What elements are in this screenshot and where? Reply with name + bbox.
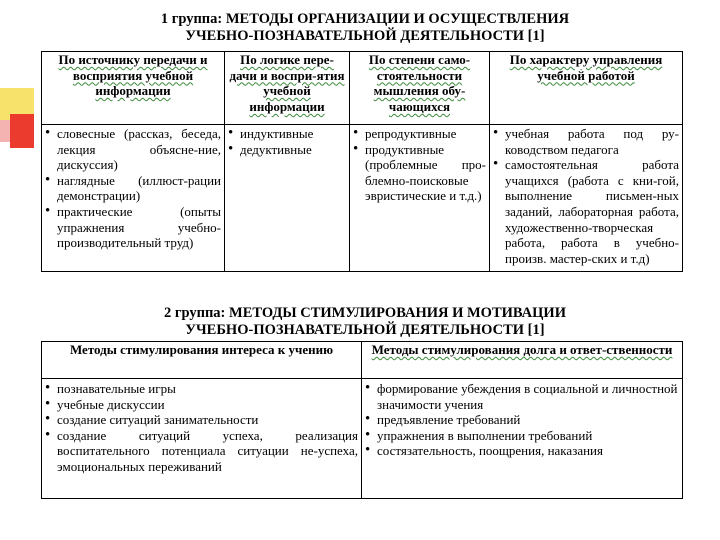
group1-title-line1: 1 группа: МЕТОДЫ ОРГАНИЗАЦИИ И ОСУЩЕСТВЛЕНИЯ	[160, 11, 570, 27]
group1-header-logic: По логике пере-дачи и воспри-ятия учебной информации	[225, 52, 350, 125]
list-item: • самостоятельная работа учащихся (работа с кни-гой, выполнение письмен-ных заданий, лабораторная работа, художественно-творческая работа, работа в учебно-произв. мастер-ских и т.д)	[493, 157, 679, 266]
group1-cell-management	[490, 125, 683, 272]
group2-body-row	[42, 379, 683, 499]
list-item: • создание ситуаций успеха, реализация воспитательного потенциала ситуации не-успеха, эмоциональных переживаний	[45, 428, 358, 475]
group1-header-row	[42, 52, 683, 125]
group1-title-line2: УЧЕБНО-ПОЗНАВАТЕЛЬНОЙ ДЕЯТЕЛЬНОСТИ [1]	[185, 28, 545, 44]
group2-title	[80, 305, 650, 339]
list-item: • практические (опыты упражнения учебно-производительный труд)	[45, 204, 221, 251]
group2-header-row	[42, 342, 683, 379]
list-item: • упражнения в выполнении требований	[365, 428, 679, 444]
list-item: • формирование убеждения в социальной и личностной значимости учения	[365, 381, 679, 412]
list-item: • наглядные (иллюст-рации демонстрации)	[45, 173, 221, 204]
group1-body-row	[42, 125, 683, 272]
group1-header-independence: По степени само-стоятельности мышления обу-чающихся	[350, 52, 490, 125]
list-item: • познавательные игры	[45, 381, 358, 397]
decor-pink-square	[0, 120, 10, 142]
group1-cell-logic	[225, 125, 350, 272]
group2-cell-interest	[42, 379, 362, 499]
group1-cell-source	[42, 125, 225, 272]
list-item: • словесные (рассказ, беседа, лекция объясне-ние, дискуссия)	[45, 126, 221, 173]
list-item: • индуктивные	[228, 126, 346, 142]
group1-title	[80, 11, 650, 45]
group2-cell-duty	[362, 379, 683, 499]
list-item: • репродуктивные	[353, 126, 486, 142]
group2-header-duty: Методы стимулирования долга и ответ-ственности	[362, 342, 683, 379]
list-item: • учебная работа под ру-ководством педагога	[493, 126, 679, 157]
group1-header-management: По характеру управления учебной работой	[490, 52, 683, 125]
group1-table	[41, 51, 683, 272]
list-item: • создание ситуаций занимательности	[45, 412, 358, 428]
list-item: • предъявление требований	[365, 412, 679, 428]
list-item: • дедуктивные	[228, 142, 346, 158]
group2-header-interest: Методы стимулирования интереса к учению	[42, 342, 362, 379]
list-item: • состязательность, поощрения, наказания	[365, 443, 679, 459]
group2-title-line1: 2 группа: МЕТОДЫ СТИМУЛИРОВАНИЯ И МОТИВАЦИИ	[164, 305, 566, 321]
group1-header-source: По источнику передачи и восприятия учебной информации	[42, 52, 225, 125]
group2-table	[41, 341, 683, 499]
list-item: • продуктивные (проблемные про-блемно-поисковые эвристические и т.д.)	[353, 142, 486, 204]
group1-cell-independence	[350, 125, 490, 272]
list-item: • учебные дискуссии	[45, 397, 358, 413]
group2-title-line2: УЧЕБНО-ПОЗНАВАТЕЛЬНОЙ ДЕЯТЕЛЬНОСТИ [1]	[185, 322, 545, 338]
